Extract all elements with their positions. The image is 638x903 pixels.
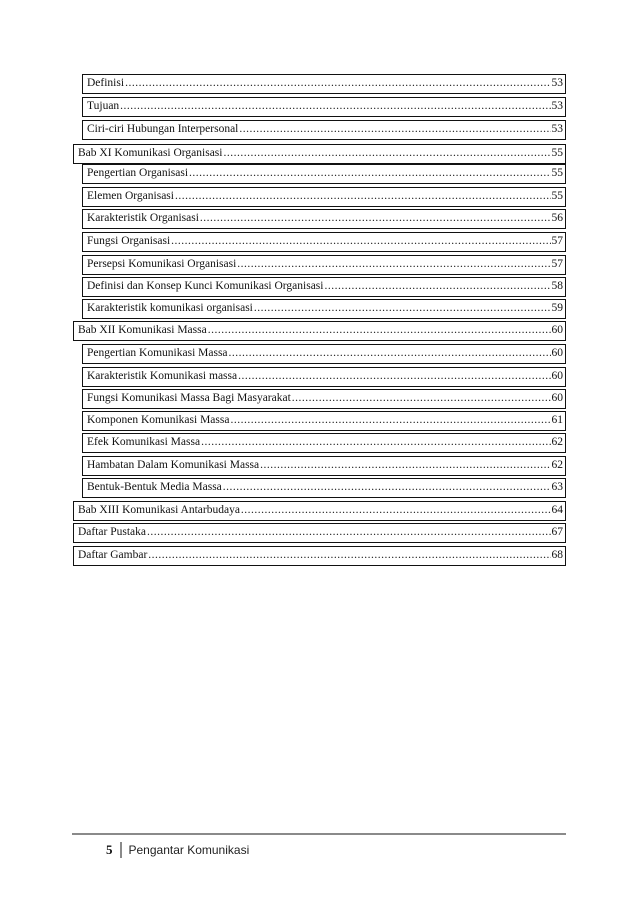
toc-dot-leader (241, 505, 551, 517)
toc-entry-page: 67 (551, 526, 563, 539)
toc-entry-title: Karakteristik Organisasi (87, 212, 199, 225)
toc-entry-title: Hambatan Dalam Komunikasi Massa (87, 459, 260, 472)
toc-dot-leader (201, 437, 550, 449)
toc-entry-title: Definisi dan Konsep Kunci Komunikasi Organisasi (87, 280, 324, 293)
toc-entry-page: 68 (551, 549, 563, 562)
toc-entry-title: Efek Komunikasi Massa (87, 436, 201, 449)
toc-entry[interactable] (82, 97, 566, 117)
toc-entry[interactable] (82, 367, 566, 387)
toc-dot-leader (208, 325, 551, 337)
toc-entry-title: Pengertian Komunikasi Massa (87, 347, 228, 360)
toc-entry[interactable] (82, 344, 566, 364)
toc-entry-page: 61 (551, 414, 563, 427)
toc-entry-page: 55 (551, 190, 563, 203)
toc-entry-page: 62 (551, 459, 563, 472)
toc-entry[interactable] (82, 478, 566, 498)
toc-entry-page: 53 (551, 123, 563, 136)
toc-entry[interactable] (82, 187, 566, 207)
toc-entry-title: Fungsi Komunikasi Massa Bagi Masyarakat (87, 392, 291, 405)
toc-dot-leader (148, 550, 550, 562)
toc-dot-leader (238, 371, 550, 383)
toc-entry[interactable] (82, 411, 566, 431)
toc-entry-title: Daftar Pustaka (78, 526, 147, 539)
toc-entry[interactable] (82, 164, 566, 184)
toc-entry-page: 60 (551, 392, 563, 405)
toc-dot-leader (260, 460, 550, 472)
toc-entry[interactable] (82, 277, 566, 297)
toc-entry-title: Komponen Komunikasi Massa (87, 414, 230, 427)
toc-entry-title: Tujuan (87, 100, 120, 113)
toc-dot-leader (171, 236, 550, 248)
toc-dot-leader (147, 527, 550, 539)
page-footer (106, 841, 249, 859)
toc-entry-page: 53 (551, 77, 563, 90)
footer-document-title: Pengantar Komunikasi (128, 843, 250, 857)
toc-entry-page: 62 (551, 436, 563, 449)
toc-entry-title: Persepsi Komunikasi Organisasi (87, 258, 237, 271)
footer-divider (72, 833, 566, 835)
toc-chapter-entry[interactable] (73, 144, 566, 164)
toc-entry-page: 55 (551, 167, 563, 180)
toc-entry-page: 60 (551, 370, 563, 383)
toc-entry-title: Elemen Organisasi (87, 190, 174, 203)
toc-dot-leader (292, 393, 551, 405)
toc-dot-leader (239, 124, 550, 136)
toc-entry-title: Definisi (87, 77, 125, 90)
toc-dot-leader (223, 482, 551, 494)
toc-dot-leader (223, 148, 550, 160)
toc-entry[interactable] (82, 389, 566, 409)
toc-entry-page: 63 (551, 481, 563, 494)
toc-entry-page: 57 (551, 258, 563, 271)
footer-page-number: 5 (106, 842, 113, 857)
footer-separator (120, 842, 122, 858)
toc-chapter-entry[interactable] (73, 523, 566, 543)
toc-chapter-entry[interactable] (73, 321, 566, 341)
toc-entry-title: Bentuk-Bentuk Media Massa (87, 481, 222, 494)
toc-entry-title: Bab XIII Komunikasi Antarbudaya (78, 504, 240, 517)
toc-entry[interactable] (82, 456, 566, 476)
toc-dot-leader (237, 259, 550, 271)
toc-entry-page: 57 (551, 235, 563, 248)
toc-chapter-entry[interactable] (73, 501, 566, 521)
toc-entry[interactable] (82, 120, 566, 140)
toc-entry[interactable] (82, 209, 566, 229)
toc-entry-page: 60 (551, 324, 563, 337)
toc-entry[interactable] (82, 255, 566, 275)
toc-entry[interactable] (82, 74, 566, 94)
toc-entry-page: 56 (551, 212, 563, 225)
toc-entry-page: 60 (551, 347, 563, 360)
toc-dot-leader (254, 303, 551, 315)
toc-entry[interactable] (82, 433, 566, 453)
toc-entry-title: Fungsi Organisasi (87, 235, 171, 248)
toc-entry-page: 58 (551, 280, 563, 293)
toc-entry-title: Ciri-ciri Hubungan Interpersonal (87, 123, 239, 136)
toc-dot-leader (120, 101, 550, 113)
toc-entry-title: Karakteristik Komunikasi massa (87, 370, 238, 383)
toc-entry-page: 59 (551, 302, 563, 315)
toc-entry-page: 55 (551, 147, 563, 160)
toc-entry-title: Bab XII Komunikasi Massa (78, 324, 207, 337)
toc-entry[interactable] (82, 232, 566, 252)
toc-dot-leader (229, 348, 551, 360)
toc-dot-leader (175, 191, 551, 203)
toc-entry-page: 53 (551, 100, 563, 113)
toc-entry-title: Bab XI Komunikasi Organisasi (78, 147, 223, 160)
toc-dot-leader (324, 281, 550, 293)
toc-entry-title: Karakteristik komunikasi organisasi (87, 302, 253, 315)
toc-dot-leader (189, 168, 550, 180)
toc-entry-title: Pengertian Organisasi (87, 167, 189, 180)
toc-dot-leader (125, 78, 550, 90)
toc-dot-leader (200, 213, 551, 225)
toc-entry-title: Daftar Gambar (78, 549, 148, 562)
toc-chapter-entry[interactable] (73, 546, 566, 566)
toc-entry-page: 64 (551, 504, 563, 517)
toc-entry[interactable] (82, 299, 566, 319)
toc-dot-leader (230, 415, 550, 427)
